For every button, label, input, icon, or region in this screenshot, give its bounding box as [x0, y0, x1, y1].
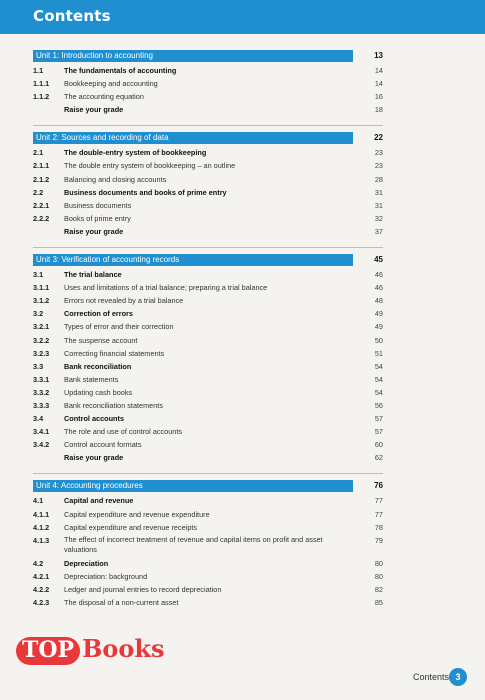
entry-number: 2.2.2	[33, 213, 50, 223]
toc-entry	[33, 146, 383, 159]
entry-title: The suspense account	[64, 335, 138, 345]
entry-page: 16	[374, 92, 383, 102]
entry-number: 4.1.2	[33, 522, 50, 532]
entry-number: 2.1	[33, 148, 44, 158]
unit-heading	[33, 132, 383, 144]
entry-page: 78	[374, 522, 383, 532]
entry-title: The accounting equation	[64, 92, 144, 102]
entry-number: 2.1.2	[33, 174, 50, 184]
entry-page: 46	[374, 283, 383, 293]
entry-number: 4.1.3	[33, 535, 50, 545]
entry-title: Errors not revealed by a trial balance	[64, 296, 184, 306]
logo-top-part: TOP	[16, 637, 80, 665]
entry-title: Correction of errors	[64, 309, 133, 319]
entry-title: Capital expenditure and revenue expenditure	[64, 509, 210, 519]
entry-title: Books of prime entry	[64, 213, 131, 223]
entry-title: Bank statements	[64, 374, 119, 384]
entry-title: Ledger and journal entries to record depreciation	[64, 584, 222, 594]
entry-number: 3.1	[33, 270, 44, 280]
entry-number: 3.4	[33, 414, 44, 424]
entry-title: The fundamentals of accounting	[64, 66, 177, 75]
entry-number: 2.1.1	[33, 161, 50, 171]
logo-books-part: Books	[82, 634, 165, 663]
entry-page: 50	[374, 335, 383, 345]
entry-title: Uses and limitations of a trial balance; preparing a trial balance	[64, 283, 268, 293]
toc-entry	[33, 186, 383, 199]
entry-number: 4.1	[33, 496, 44, 506]
entry-page: 28	[374, 174, 383, 184]
entry-number: 3.1.1	[33, 283, 50, 293]
entry-title: Types of error and their correction	[64, 322, 174, 332]
entry-number: 3.4.1	[33, 427, 50, 437]
toc-entry	[33, 570, 383, 583]
entry-page: 54	[374, 387, 383, 397]
entry-title: Business documents and books of prime entry	[64, 187, 227, 197]
entry-page: 23	[374, 161, 383, 171]
toc-entry	[33, 64, 383, 77]
entry-title: Bookkeeping and accounting	[64, 79, 158, 89]
toc-entry	[33, 425, 383, 438]
toc-entry	[33, 320, 383, 333]
toc-entry	[33, 521, 383, 534]
entry-title: Business documents	[64, 200, 132, 210]
table-of-contents	[33, 50, 383, 618]
entry-title: Raise your grade	[64, 453, 124, 463]
entry-number: 3.4.2	[33, 440, 50, 450]
section-divider	[33, 247, 383, 248]
toc-entry	[33, 494, 383, 507]
toc-entry	[33, 307, 383, 320]
watermark-logo	[16, 634, 165, 665]
entry-title: Raise your grade	[64, 105, 124, 115]
entry-number: 2.2	[33, 187, 44, 197]
unit-page: 13	[374, 51, 383, 60]
toc-entry	[33, 508, 383, 521]
footer-label: Contents	[413, 672, 450, 682]
entry-title: The disposal of a non-current asset	[64, 598, 179, 607]
toc-entry	[33, 451, 383, 464]
toc-entry	[33, 103, 383, 116]
toc-entry	[33, 90, 383, 103]
entry-page: 85	[374, 598, 383, 607]
toc-entry	[33, 159, 383, 172]
toc-entry	[33, 373, 383, 386]
entry-title: Balancing and closing accounts	[64, 174, 167, 184]
toc-entry	[33, 438, 383, 451]
entry-page: 31	[374, 200, 383, 210]
entry-title: The effect of incorrect treatment of revenue and capital items on profit and asset valuations	[64, 535, 323, 555]
section-divider	[33, 473, 383, 474]
entry-page: 62	[374, 453, 383, 463]
unit-section	[33, 254, 383, 464]
entry-page: 56	[374, 400, 383, 410]
entry-title: Capital expenditure and revenue receipts	[64, 522, 198, 532]
entry-page: 82	[374, 584, 383, 594]
toc-entry	[33, 173, 383, 186]
toc-entry	[33, 399, 383, 412]
entry-number: 4.1.1	[33, 509, 50, 519]
toc-entry	[33, 386, 383, 399]
entry-title: The role and use of control accounts	[64, 427, 183, 437]
toc-entry	[33, 534, 383, 557]
entry-page: 37	[374, 226, 383, 236]
entry-page: 54	[374, 374, 383, 384]
entry-title: Bank reconciliation statements	[64, 400, 163, 410]
unit-page: 45	[374, 255, 383, 265]
entry-number: 1.1	[33, 66, 44, 75]
entry-number: 2.2.1	[33, 200, 50, 210]
entry-page: 77	[374, 509, 383, 519]
unit-page: 22	[374, 133, 383, 143]
entry-page: 49	[374, 309, 383, 319]
entry-page: 14	[374, 66, 383, 75]
entry-page: 18	[374, 105, 383, 115]
unit-section	[33, 132, 383, 238]
toc-entry	[33, 294, 383, 307]
unit-title: Unit 4: Accounting procedures	[36, 481, 143, 491]
section-divider	[33, 125, 383, 126]
unit-section	[33, 480, 383, 609]
entry-page: 23	[374, 148, 383, 158]
toc-entry	[33, 212, 383, 225]
entry-number: 4.2.2	[33, 584, 50, 594]
entry-page: 51	[374, 348, 383, 358]
entry-page: 54	[374, 361, 383, 371]
toc-entry	[33, 412, 383, 425]
entry-page: 46	[374, 270, 383, 280]
toc-entry	[33, 268, 383, 281]
entry-title: Bank reconciliation	[64, 361, 132, 371]
entry-title: The double-entry system of bookkeeping	[64, 148, 207, 158]
entry-number	[33, 103, 64, 116]
unit-title: Unit 2: Sources and recording of data	[36, 133, 169, 143]
toc-entry	[33, 347, 383, 360]
page-number-badge: 3	[449, 668, 467, 686]
unit-section	[33, 50, 383, 116]
unit-heading	[33, 50, 383, 62]
toc-entry	[33, 199, 383, 212]
entry-number: 3.3	[33, 361, 44, 371]
entry-page: 49	[374, 322, 383, 332]
entry-page: 14	[374, 79, 383, 89]
entry-number: 3.2.1	[33, 322, 50, 332]
entry-title: The trial balance	[64, 270, 122, 280]
entry-number: 3.2.2	[33, 335, 50, 345]
toc-entry	[33, 583, 383, 596]
entry-title: Updating cash books	[64, 387, 133, 397]
entry-page: 77	[374, 496, 383, 506]
toc-entry	[33, 557, 383, 570]
entry-number: 3.3.2	[33, 387, 50, 397]
entry-page: 60	[374, 440, 383, 450]
entry-number	[33, 225, 64, 238]
toc-entry	[33, 596, 383, 609]
entry-title: Depreciation: background	[64, 571, 148, 581]
unit-heading	[33, 480, 383, 492]
entry-title: Control accounts	[64, 414, 124, 424]
entry-page: 80	[374, 558, 383, 568]
unit-page: 76	[374, 481, 383, 491]
entry-number: 3.3.1	[33, 374, 50, 384]
page-title: Contents	[33, 7, 111, 25]
entry-number: 4.2.3	[33, 598, 50, 607]
entry-number: 1.1.1	[33, 79, 50, 89]
entry-title: Correcting financial statements	[64, 348, 165, 358]
toc-entry	[33, 334, 383, 347]
entry-number: 3.3.3	[33, 400, 50, 410]
contents-header	[0, 0, 485, 34]
toc-entry	[33, 360, 383, 373]
entry-number: 1.1.2	[33, 92, 50, 102]
unit-heading	[33, 254, 383, 266]
entry-page: 57	[374, 427, 383, 437]
toc-entry	[33, 77, 383, 90]
toc-entry	[33, 225, 383, 238]
entry-title: Depreciation	[64, 558, 109, 568]
entry-number: 3.2.3	[33, 348, 50, 358]
entry-number: 3.1.2	[33, 296, 50, 306]
entry-page: 48	[374, 296, 383, 306]
unit-title: Unit 3: Verification of accounting records	[36, 255, 180, 265]
entry-page: 79	[374, 535, 383, 545]
entry-title: Raise your grade	[64, 226, 124, 236]
entry-title: Capital and revenue	[64, 496, 134, 506]
toc-entry	[33, 281, 383, 294]
entry-number: 3.2	[33, 309, 44, 319]
entry-title: Control account formats	[64, 440, 142, 450]
entry-page: 80	[374, 571, 383, 581]
entry-number: 4.2.1	[33, 571, 50, 581]
entry-page: 57	[374, 414, 383, 424]
entry-page: 31	[374, 187, 383, 197]
unit-title: Unit 1: Introduction to accounting	[36, 51, 153, 60]
entry-number: 4.2	[33, 558, 44, 568]
entry-number	[33, 451, 64, 464]
entry-page: 32	[374, 213, 383, 223]
entry-title: The double entry system of bookkeeping – an outline	[64, 161, 236, 171]
